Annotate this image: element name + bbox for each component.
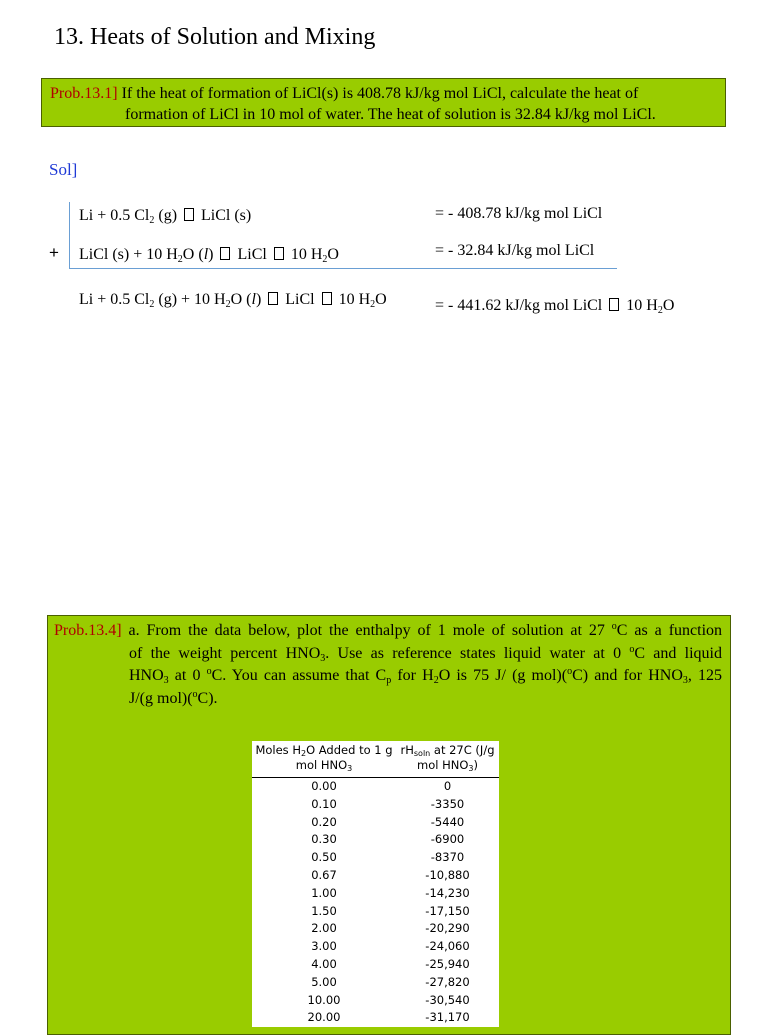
equation-1: Li + 0.5 $Cl_2$ (g) LiCl (s)	[79, 207, 252, 226]
cell-heat-of-solution: -31,170	[425, 1010, 470, 1025]
equation-1-value: = - 408.78 kJ/kg mol LiCl	[435, 205, 603, 222]
cell-moles-water: 3.00	[311, 939, 337, 954]
cell-moles-water: 10.00	[307, 992, 341, 1007]
table-row	[252, 778, 499, 796]
problem-13-4-line1: Prob.13.4] a. From the data below, plot the enthalpy of 1 mole of solution at 27 $^o$C as a function	[54, 621, 723, 639]
table-row	[252, 885, 499, 903]
cell-heat-of-solution: 0	[443, 779, 452, 793]
header-heat-of-solution: $rH_{soln}$ at 27C (J/g mol $HNO_3$)	[400, 743, 495, 773]
problem-13-1-box	[41, 78, 726, 127]
problem-13-4-body	[54, 643, 722, 711]
cell-heat-of-solution: -17,150	[425, 903, 470, 918]
table-row	[252, 974, 499, 992]
table-row	[252, 849, 499, 867]
enthalpy-data-table	[252, 741, 499, 1027]
cell-heat-of-solution: -6900	[430, 832, 465, 847]
plus-sign: +	[49, 243, 59, 262]
cell-moles-water: 1.50	[311, 903, 337, 918]
equation-2-value: = - 32.84 kJ/kg mol LiCl	[435, 242, 595, 259]
problem-13-1-label: Prob.13.1]	[50, 85, 118, 102]
table-row	[252, 831, 499, 849]
bracket-vertical-line	[69, 202, 70, 269]
missing-glyph-icon	[322, 292, 332, 305]
problem-13-1-line2: formation of LiCl in 10 mol of water. The heat of solution is 32.84 kJ/kg mol LiCl.	[125, 106, 656, 123]
table-row	[252, 1009, 499, 1027]
solution-label: Sol]	[49, 160, 78, 179]
cell-heat-of-solution: -5440	[430, 814, 465, 829]
equation-3-value: = - 441.62 kJ/kg mol LiCl 10 $H_2O$	[435, 297, 675, 316]
problem-13-1-line1: Prob.13.1] If the heat of formation of LiCl(s) is 408.78 kJ/kg mol LiCl, calculate the heat of	[50, 85, 639, 102]
table-row	[252, 956, 499, 974]
problem-13-4-line4: J/(g mol)($^o$C).	[129, 688, 218, 707]
problem-13-4-text	[54, 620, 722, 710]
sum-horizontal-line	[69, 268, 617, 269]
equation-3: Li + 0.5 $Cl_2$ (g) + 10 $H_2O$ (l) LiCl 10 $H_2O$	[79, 291, 387, 310]
table-header	[252, 741, 499, 778]
problem-13-4-label: Prob.13.4]	[54, 622, 122, 639]
missing-glyph-icon	[268, 292, 278, 305]
cell-heat-of-solution: -20,290	[425, 921, 470, 936]
missing-glyph-icon	[274, 247, 284, 260]
table-row	[252, 992, 499, 1010]
cell-heat-of-solution: -25,940	[425, 956, 470, 971]
missing-glyph-icon	[184, 208, 194, 221]
cell-moles-water: 20.00	[307, 1010, 341, 1025]
cell-moles-water: 0.67	[311, 867, 337, 882]
table-row	[252, 796, 499, 814]
problem-13-4-line3: $HNO_3$ at 0 $^o$C. You can assume that $C_p$ for $H_2O$ is 75 J/ (g mol)($^o$C) and for $HNO_3$, 125	[129, 666, 723, 686]
cell-heat-of-solution: -8370	[430, 850, 465, 865]
cell-moles-water: 0.30	[311, 832, 337, 847]
equation-2: LiCl (s) + 10 $H_2O$ (l) LiCl 10 $H_2O$	[79, 246, 339, 265]
cell-moles-water: 0.50	[311, 850, 337, 865]
table-row	[252, 920, 499, 938]
missing-glyph-icon	[609, 298, 619, 311]
table-body	[252, 778, 499, 1027]
problem-13-4-box	[47, 615, 731, 1035]
missing-glyph-icon	[220, 247, 230, 260]
header-moles-water: Moles $H_2O$ Added to 1 g mol $HNO_3$	[255, 743, 393, 773]
cell-moles-water: 0.20	[311, 814, 337, 829]
cell-moles-water: 4.00	[311, 956, 337, 971]
table-row	[252, 903, 499, 921]
cell-heat-of-solution: -24,060	[425, 939, 470, 954]
cell-moles-water: 5.00	[311, 974, 337, 989]
cell-heat-of-solution: -30,540	[425, 992, 470, 1007]
cell-moles-water: 1.00	[311, 885, 337, 900]
problem-13-1-text	[50, 83, 717, 125]
cell-moles-water: 2.00	[311, 921, 337, 936]
table-row	[252, 814, 499, 832]
cell-heat-of-solution: -27,820	[425, 974, 470, 989]
table-row	[252, 938, 499, 956]
cell-heat-of-solution: -10,880	[425, 867, 470, 882]
page-title: 13. Heats of Solution and Mixing	[54, 24, 376, 50]
cell-heat-of-solution: -14,230	[425, 885, 470, 900]
problem-13-4-line2: of the weight percent $HNO_3$. Use as reference states liquid water at 0 $^o$C and liquid	[129, 643, 722, 664]
cell-heat-of-solution: -3350	[430, 796, 465, 811]
table-row	[252, 867, 499, 885]
cell-moles-water: 0.00	[311, 779, 337, 793]
cell-moles-water: 0.10	[311, 796, 337, 811]
